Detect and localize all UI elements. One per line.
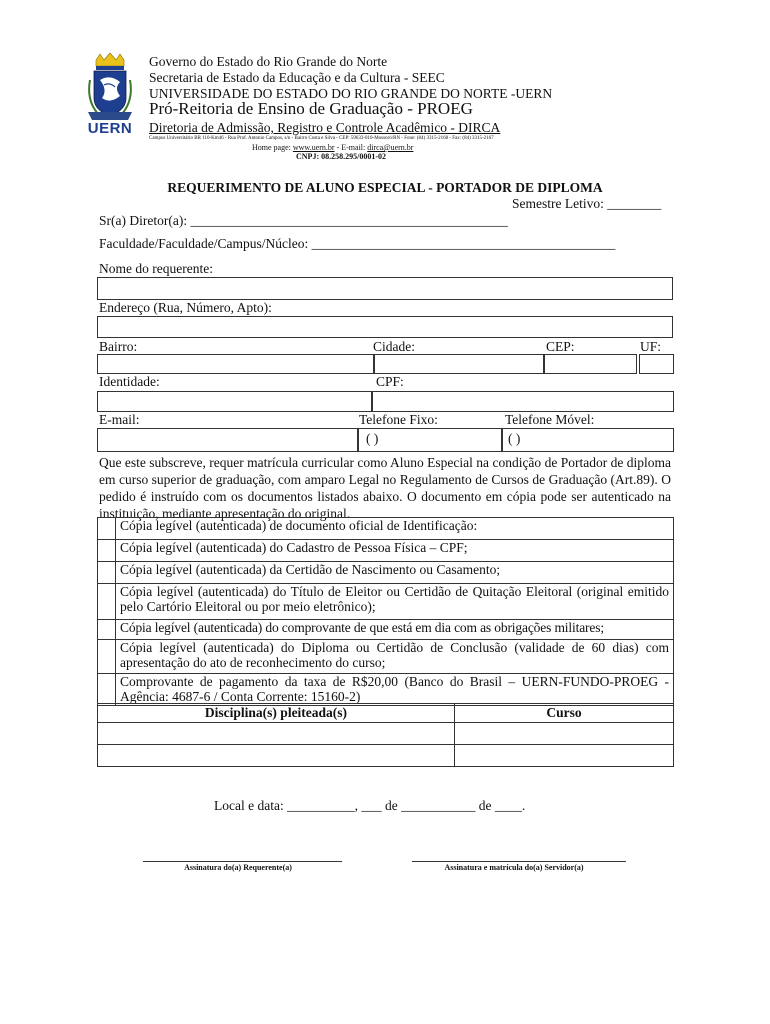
cidade-label: Cidade: [373,339,415,354]
telefone-movel-field[interactable] [502,428,674,452]
cpf-label: CPF: [376,374,404,389]
table-row [98,723,674,745]
disciplinas-table [97,703,674,767]
document-label: Cópia legível (autenticada) do comprovante de que está em dia com as obrigações militares; [116,620,674,640]
col-disciplina: Disciplina(s) pleiteada(s) [98,704,455,723]
document-row [98,518,674,540]
telefone-movel-prefix: ( ) [508,431,521,446]
document-checkbox[interactable] [98,640,116,674]
document-row [98,620,674,640]
document-label: Cópia legível (autenticada) do Título de Eleitor ou Certidão de Quitação Eleitoral (original emitido pelo Cartório Eleitoral ou por meio eletrônico); [116,584,674,620]
header-contact [252,143,413,152]
telefone-movel-label: Telefone Móvel: [505,412,595,427]
uern-logo [86,52,134,140]
header-pro-reitoria: Pró-Reitoria de Ensino de Graduação - PROEG [149,99,473,118]
bairro-field[interactable] [97,354,374,374]
col-curso: Curso [455,704,674,723]
signature-line-servidor [412,861,626,862]
telefone-fixo-prefix: ( ) [366,431,379,446]
cep-field[interactable] [544,354,637,374]
header-government: Governo do Estado do Rio Grande do Norte [149,54,388,69]
faculdade-line: Faculdade/Faculdade/Campus/Núcleo: _____________________________________________ [99,236,616,251]
document-label: Cópia legível (autenticada) do Cadastro de Pessoa Física – CPF; [116,540,674,562]
document-row [98,640,674,674]
header-cnpj: CNPJ: 08.258.295/0001-02 [296,152,386,161]
signature-label-requerente: Assinatura do(a) Requerente(a) [184,863,292,872]
diretor-line: Sr(a) Diretor(a): _______________________________________________ [99,213,508,228]
logo-text: UERN [87,120,133,137]
uf-label: UF: [640,339,662,354]
signature-label-servidor: Assinatura e matrícula do(a) Servidor(a) [444,863,584,872]
document-label: Cópia legível (autenticada) de documento oficial de Identificação: [116,518,674,540]
cep-label: CEP: [546,339,575,354]
document-checkbox[interactable] [98,674,116,706]
header-university: UNIVERSIDADE DO ESTADO DO RIO GRANDE DO NORTE -UERN [149,86,553,101]
document-checkbox[interactable] [98,518,116,540]
endereco-label: Endereço (Rua, Número, Apto): [99,300,272,315]
disciplina-cell[interactable] [98,723,455,745]
document-label: Comprovante de pagamento da taxa de R$20,00 (Banco do Brasil – UERN-FUNDO-PROEG - Agência: 4687-6 / Conta Corrente: 15160-2) [116,674,674,706]
header-secretaria: Secretaria de Estado da Educação e da Cultura - SEEC [149,70,445,85]
semestre-letivo: Semestre Letivo: ________ [512,196,662,211]
document-row [98,674,674,706]
document-checkbox[interactable] [98,562,116,584]
nome-field[interactable] [97,277,673,300]
document-label: Cópia legível (autenticada) do Diploma ou Certidão de Conclusão (validade de 60 dias) com apresentação do ato de reconhecimento do curso; [116,640,674,674]
cpf-field[interactable] [372,391,674,412]
endereco-field[interactable] [97,316,673,338]
curso-cell[interactable] [455,723,674,745]
email-label: E-mail: [99,412,140,427]
documents-table [97,517,674,706]
document-checkbox[interactable] [98,584,116,620]
signature-line-requerente [143,861,342,862]
email-link[interactable]: dirca@uern.br [367,143,414,152]
document-checkbox[interactable] [98,620,116,640]
curso-cell[interactable] [455,745,674,767]
telefone-fixo-label: Telefone Fixo: [359,412,438,427]
document-checkbox[interactable] [98,540,116,562]
email-field[interactable] [97,428,358,452]
request-paragraph: Que este subscreve, requer matrícula curricular como Aluno Especial na condição de Portador de diploma em curso superior de graduação, com amparo Legal no Regulamento de Cursos de Graduação (Art.89). O pedido é instruído com os documentos listados abaixo. O documento em cópia pode ser autenticado na instituição, mediante apresentação do original. [99,455,671,521]
bairro-label: Bairro: [99,339,138,354]
header-diretoria: Diretoria de Admissão, Registro e Controle Acadêmico - DIRCA [149,120,501,135]
local-data-line: Local e data: __________, ___ de ___________ de ____. [214,798,526,813]
nome-label: Nome do requerente: [99,261,213,276]
cidade-field[interactable] [374,354,544,374]
document-row [98,540,674,562]
uf-field[interactable] [639,354,674,374]
header-address: Campus Universitário BR 110-Km46 - Rua Prof. Antonio Campos, s/n - Bairro Costa e Silva - CEP: 59633-010-Mossoró/RN - Fone: (84) 3315-2168 - Fax: (84) 3315-2167 [149,136,494,141]
disciplinas-header-row [98,704,674,723]
form-title: REQUERIMENTO DE ALUNO ESPECIAL - PORTADOR DE DIPLOMA [167,180,603,195]
telefone-fixo-field[interactable] [358,428,502,452]
document-row [98,584,674,620]
homepage-label: Home page: [252,143,291,152]
table-row [98,745,674,767]
homepage-link[interactable]: www.uern.br [292,143,335,152]
identidade-field[interactable] [97,391,372,412]
identidade-label: Identidade: [99,374,160,389]
email-label-header: - E-mail: [336,143,366,152]
document-row [98,562,674,584]
disciplina-cell[interactable] [98,745,455,767]
document-label: Cópia legível (autenticada) da Certidão de Nascimento ou Casamento; [116,562,674,584]
